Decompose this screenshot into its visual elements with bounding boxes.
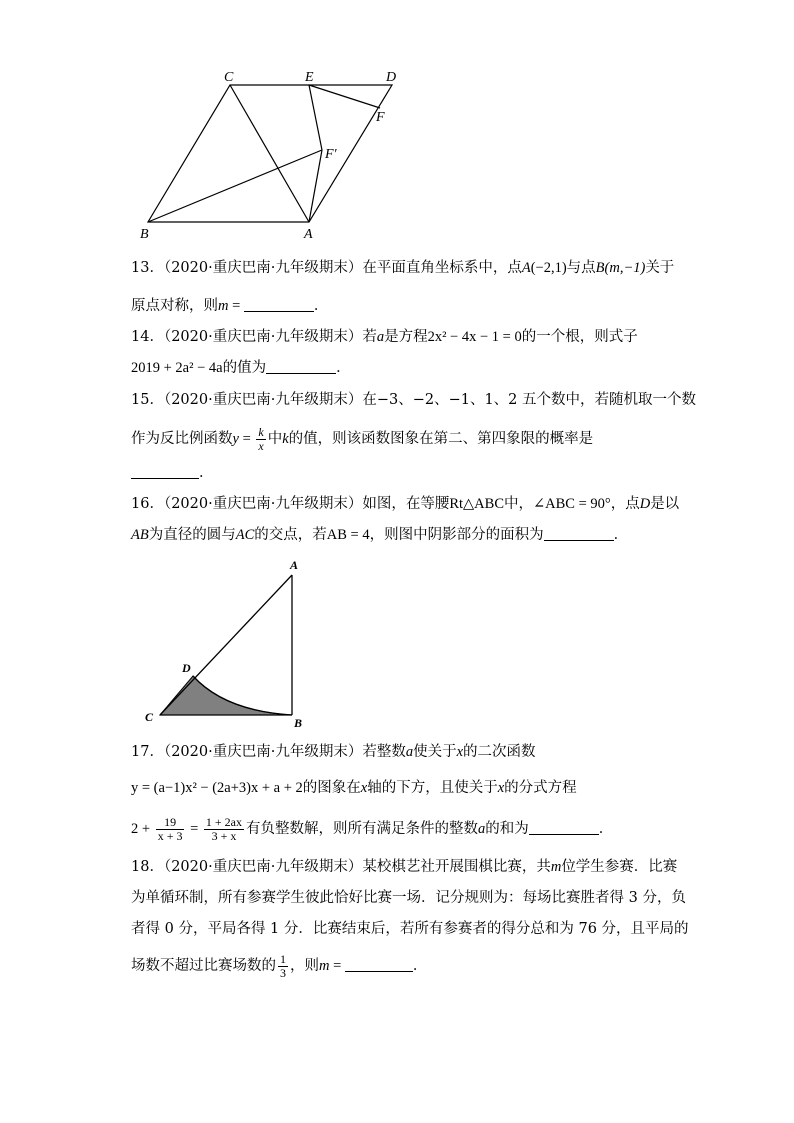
label-a: A <box>304 227 313 242</box>
answer-blank-18[interactable] <box>345 957 413 972</box>
answer-blank-15[interactable] <box>131 464 199 479</box>
question-18-line-2: 为单循环制，所有参赛学生彼此恰好比赛一场．记分规则为：每场比赛胜者得 3 分，负 <box>131 890 686 906</box>
fraction-one-third: $\frac{1}{3}$ <box>280 951 286 980</box>
question-16-line-1: 16．（2020·重庆巴南·九年级期末）如图，在等腰Rt△ABC中，∠ABC = 90°，点D是以 <box>131 496 680 512</box>
question-17-line-2: y = (a−1)x² − (2a+3)x + a + 2的图象在x轴的下方，且使关于x的分式方程 <box>131 780 577 796</box>
label-b2: B <box>294 716 303 730</box>
triangle-figure <box>140 555 310 730</box>
label-d: D <box>386 70 397 85</box>
answer-blank-17[interactable] <box>529 820 599 835</box>
shaded-region <box>160 676 292 715</box>
question-15-line-1: 15．（2020·重庆巴南·九年级期末）在−3、−2、−1、1、2 五个数中，若随机取一个数 <box>131 392 697 408</box>
parallelogram-figure <box>130 60 420 245</box>
label-f-prime: F′ <box>325 147 337 162</box>
question-13-line-2: 原点对称，则m = ． <box>131 298 329 314</box>
question-14-line-1: 14．（2020·重庆巴南·九年级期末）若a是方程2x² − 4x − 1 = 0的一个根，则式子 <box>131 329 638 345</box>
question-14-line-2: 2019 + 2a² − 4a的值为 ． <box>131 360 351 376</box>
segment-ef-prime <box>309 85 322 150</box>
question-18-line-1: 18．（2020·重庆巴南·九年级期末）某校棋艺社开展围棋比赛，共m位学生参赛．比赛 <box>131 859 678 875</box>
answer-blank-13[interactable] <box>244 297 314 312</box>
question-16-line-2: AB为直径的圆与AC的交点，若AB = 4，则图中阴影部分的面积为 ． <box>131 527 629 543</box>
question-15-line-2: 作为反比例函数y = $\frac{k}{x}$ 中k的值，则该函数图象在第二、第四象限的概率是 <box>131 424 594 453</box>
answer-blank-14[interactable] <box>266 359 336 374</box>
segment-b-f-prime <box>148 150 322 222</box>
label-e: E <box>305 70 314 85</box>
label-d2: D <box>182 661 191 675</box>
fraction-19-over-x-plus-3: $\frac{19}{x + 3}$ <box>157 814 183 843</box>
fraction-1-plus-2ax-over-3-plus-x: $\frac{1 + 2ax}{3 + x}$ <box>205 814 242 843</box>
question-18-line-4: 场数不超过比赛场数的 $\frac{1}{3}$ ，则m = ． <box>131 951 428 980</box>
label-c: C <box>224 70 234 85</box>
label-c2: C <box>145 710 154 724</box>
diagonal-ca <box>230 85 309 222</box>
question-15-line-3: ． <box>131 463 214 483</box>
question-17-line-1: 17．（2020·重庆巴南·九年级期末）若整数a使关于x的二次函数 <box>131 744 536 760</box>
label-a2: A <box>290 558 299 572</box>
question-13-line-1: 13．（2020·重庆巴南·九年级期末）在平面直角坐标系中，点A(−2,1)与点B(m,−1)关于 <box>131 260 675 276</box>
side-ca <box>160 575 292 715</box>
question-17-line-3: 2 + $\frac{19}{x + 3}$ = $\frac{1 + 2ax}{3 + x}$ 有负整数解，则所有满足条件的整数a的和为 ． <box>131 814 614 843</box>
fraction-k-over-x: $\frac{k}{x}$ <box>258 424 264 453</box>
question-18-line-3: 者得 0 分，平局各得 1 分．比赛结束后，若所有参赛者的得分总和为 76 分，且平局的 <box>131 921 689 937</box>
segment-ef <box>309 85 380 108</box>
answer-blank-16[interactable] <box>544 526 614 541</box>
label-b: B <box>140 227 149 242</box>
label-f: F <box>376 110 385 125</box>
